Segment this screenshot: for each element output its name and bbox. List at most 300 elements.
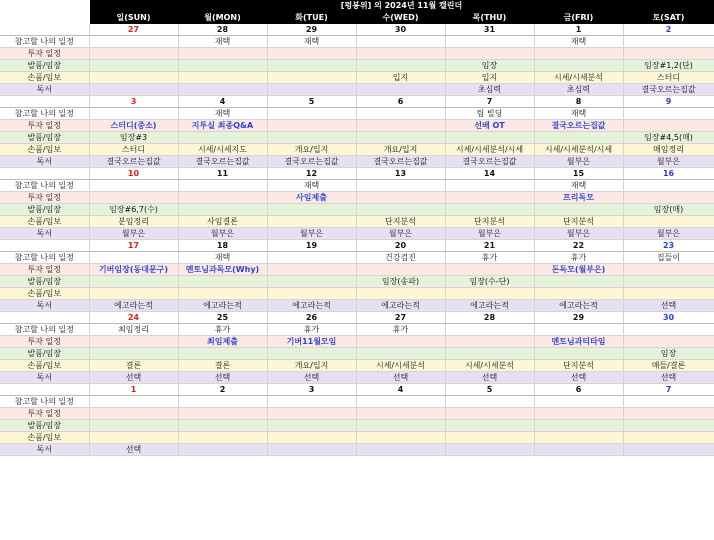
- schedule-cell[interactable]: 프리독모: [534, 192, 623, 204]
- schedule-cell[interactable]: [356, 48, 445, 60]
- schedule-cell[interactable]: [356, 396, 445, 408]
- row-label: 참고할 나의 일정: [0, 396, 89, 408]
- date-cell[interactable]: 14: [445, 168, 534, 180]
- schedule-cell[interactable]: 최임정리: [89, 324, 178, 336]
- schedule-cell[interactable]: 월부은: [623, 228, 714, 240]
- schedule-cell[interactable]: [445, 288, 534, 300]
- date-cell[interactable]: 5: [445, 384, 534, 396]
- schedule-cell[interactable]: [267, 132, 356, 144]
- schedule-cell[interactable]: [534, 324, 623, 336]
- schedule-cell[interactable]: [267, 396, 356, 408]
- schedule-cell[interactable]: [445, 36, 534, 48]
- schedule-cell[interactable]: 결국오르는집값: [534, 120, 623, 132]
- schedule-cell[interactable]: [267, 120, 356, 132]
- schedule-cell[interactable]: 초심력: [534, 84, 623, 96]
- schedule-cell[interactable]: [178, 204, 267, 216]
- row-label: 독서: [0, 156, 89, 168]
- schedule-cell[interactable]: 임장(송파): [356, 276, 445, 288]
- schedule-cell[interactable]: 에고라는적: [89, 300, 178, 312]
- date-cell[interactable]: 4: [178, 96, 267, 108]
- day-header[interactable]: 토(SAT): [623, 12, 714, 24]
- date-cell[interactable]: 27: [89, 24, 178, 36]
- date-cell[interactable]: 6: [534, 384, 623, 396]
- schedule-cell[interactable]: [623, 264, 714, 276]
- date-cell[interactable]: 28: [445, 312, 534, 324]
- schedule-cell[interactable]: 단지분석: [534, 360, 623, 372]
- date-cell[interactable]: 24: [89, 312, 178, 324]
- schedule-cell[interactable]: 기버11월모임: [267, 336, 356, 348]
- schedule-cell[interactable]: 임장(수-단): [445, 276, 534, 288]
- schedule-cell[interactable]: 임장#4,5(매): [623, 132, 714, 144]
- date-cell[interactable]: 1: [89, 384, 178, 396]
- schedule-cell[interactable]: 재택: [534, 36, 623, 48]
- schedule-cell[interactable]: 개요/입지: [267, 144, 356, 156]
- date-cell[interactable]: 2: [178, 384, 267, 396]
- schedule-cell[interactable]: [267, 84, 356, 96]
- schedule-cell[interactable]: [445, 132, 534, 144]
- schedule-cell[interactable]: [89, 420, 178, 432]
- schedule-cell[interactable]: [534, 204, 623, 216]
- week-date-row: [0, 96, 714, 108]
- row-label: 투자 일정: [0, 264, 89, 276]
- schedule-cell[interactable]: [445, 420, 534, 432]
- date-row-label: [0, 384, 89, 396]
- schedule-cell[interactable]: [445, 444, 534, 456]
- schedule-cell[interactable]: [267, 48, 356, 60]
- schedule-cell[interactable]: 지투실 최종Q&A: [178, 120, 267, 132]
- schedule-cell[interactable]: 에고라는적: [356, 300, 445, 312]
- schedule-row: [0, 108, 714, 120]
- date-cell[interactable]: 27: [356, 312, 445, 324]
- schedule-cell[interactable]: 재택: [534, 108, 623, 120]
- schedule-cell[interactable]: 사임결론: [178, 216, 267, 228]
- date-cell[interactable]: 20: [356, 240, 445, 252]
- schedule-cell[interactable]: [178, 348, 267, 360]
- week-date-row: [0, 168, 714, 180]
- date-cell[interactable]: 23: [623, 240, 714, 252]
- schedule-cell[interactable]: 매들/결론: [623, 360, 714, 372]
- week-date-row: [0, 240, 714, 252]
- schedule-cell[interactable]: [534, 276, 623, 288]
- schedule-cell[interactable]: [356, 420, 445, 432]
- schedule-cell[interactable]: [356, 408, 445, 420]
- schedule-cell[interactable]: 휴가: [356, 324, 445, 336]
- schedule-cell[interactable]: [623, 192, 714, 204]
- schedule-cell[interactable]: 결국오르는집값: [267, 156, 356, 168]
- schedule-row: [0, 120, 714, 132]
- schedule-cell[interactable]: 휴가: [445, 252, 534, 264]
- day-header[interactable]: 목(THU): [445, 12, 534, 24]
- schedule-cell[interactable]: [356, 288, 445, 300]
- schedule-cell[interactable]: [89, 60, 178, 72]
- schedule-cell[interactable]: [445, 324, 534, 336]
- date-cell[interactable]: 29: [534, 312, 623, 324]
- schedule-cell[interactable]: [267, 288, 356, 300]
- schedule-cell[interactable]: [445, 204, 534, 216]
- schedule-cell[interactable]: 에고라는적: [445, 300, 534, 312]
- date-cell[interactable]: 6: [356, 96, 445, 108]
- schedule-row: [0, 72, 714, 84]
- schedule-cell[interactable]: [623, 444, 714, 456]
- schedule-cell[interactable]: [356, 108, 445, 120]
- schedule-cell[interactable]: 결론: [178, 360, 267, 372]
- schedule-cell[interactable]: 에고라는적: [267, 300, 356, 312]
- schedule-cell[interactable]: 휴가: [534, 252, 623, 264]
- date-cell[interactable]: 30: [623, 312, 714, 324]
- day-header[interactable]: 금(FRI): [534, 12, 623, 24]
- schedule-cell[interactable]: [178, 420, 267, 432]
- schedule-cell[interactable]: [445, 396, 534, 408]
- schedule-cell[interactable]: 휴가: [267, 324, 356, 336]
- schedule-cell[interactable]: [623, 276, 714, 288]
- schedule-cell[interactable]: [178, 72, 267, 84]
- row-label: 발품/임장: [0, 276, 89, 288]
- schedule-cell[interactable]: [89, 84, 178, 96]
- schedule-cell[interactable]: 월부은: [178, 228, 267, 240]
- schedule-cell[interactable]: [267, 276, 356, 288]
- schedule-row: [0, 228, 714, 240]
- schedule-cell[interactable]: [623, 420, 714, 432]
- schedule-cell[interactable]: [267, 408, 356, 420]
- schedule-cell[interactable]: 월부은: [89, 228, 178, 240]
- date-row-label: [0, 240, 89, 252]
- schedule-cell[interactable]: 선배 OT: [445, 120, 534, 132]
- schedule-cell[interactable]: 월부은: [445, 228, 534, 240]
- schedule-cell[interactable]: [445, 408, 534, 420]
- schedule-cell[interactable]: [445, 180, 534, 192]
- schedule-cell[interactable]: [445, 432, 534, 444]
- schedule-cell[interactable]: 단지분석: [445, 216, 534, 228]
- schedule-cell[interactable]: [178, 288, 267, 300]
- schedule-cell[interactable]: [623, 180, 714, 192]
- date-cell[interactable]: 4: [356, 384, 445, 396]
- schedule-cell[interactable]: 선택: [623, 300, 714, 312]
- schedule-cell[interactable]: [356, 264, 445, 276]
- day-header[interactable]: 월(MON): [178, 12, 267, 24]
- schedule-cell[interactable]: 월부은: [623, 156, 714, 168]
- row-label: 투자 일정: [0, 408, 89, 420]
- schedule-cell[interactable]: [267, 444, 356, 456]
- row-label: 투자 일정: [0, 120, 89, 132]
- row-label: 독서: [0, 444, 89, 456]
- schedule-cell[interactable]: [89, 48, 178, 60]
- schedule-cell[interactable]: 시세/시세분석: [356, 360, 445, 372]
- schedule-cell[interactable]: [178, 408, 267, 420]
- date-cell[interactable]: 22: [534, 240, 623, 252]
- schedule-cell[interactable]: 재택: [178, 252, 267, 264]
- schedule-row: [0, 288, 714, 300]
- schedule-cell[interactable]: [356, 432, 445, 444]
- schedule-cell[interactable]: 임장: [623, 348, 714, 360]
- schedule-cell[interactable]: 최임제출: [178, 336, 267, 348]
- date-cell[interactable]: 13: [356, 168, 445, 180]
- schedule-row: [0, 420, 714, 432]
- schedule-cell[interactable]: [623, 408, 714, 420]
- schedule-cell[interactable]: [89, 36, 178, 48]
- row-label: 독서: [0, 372, 89, 384]
- schedule-cell[interactable]: [89, 180, 178, 192]
- schedule-cell[interactable]: [445, 48, 534, 60]
- schedule-cell[interactable]: 임장#3: [89, 132, 178, 144]
- schedule-cell[interactable]: [267, 348, 356, 360]
- schedule-cell[interactable]: [267, 60, 356, 72]
- schedule-cell[interactable]: [89, 252, 178, 264]
- schedule-cell[interactable]: [534, 408, 623, 420]
- date-cell[interactable]: 19: [267, 240, 356, 252]
- schedule-cell[interactable]: 입지: [445, 72, 534, 84]
- date-cell[interactable]: 11: [178, 168, 267, 180]
- date-cell[interactable]: 25: [178, 312, 267, 324]
- schedule-cell[interactable]: [178, 276, 267, 288]
- date-cell[interactable]: 7: [623, 384, 714, 396]
- schedule-cell[interactable]: [534, 288, 623, 300]
- schedule-cell[interactable]: [623, 396, 714, 408]
- schedule-cell[interactable]: [267, 264, 356, 276]
- schedule-cell[interactable]: 월부은: [534, 228, 623, 240]
- schedule-cell[interactable]: [623, 120, 714, 132]
- schedule-cell[interactable]: 선택: [89, 372, 178, 384]
- schedule-cell[interactable]: 선택: [267, 372, 356, 384]
- row-label: 참고할 나의 일정: [0, 108, 89, 120]
- schedule-cell[interactable]: 결론: [89, 360, 178, 372]
- schedule-cell[interactable]: 시세/시세분석/시세: [445, 144, 534, 156]
- schedule-cell[interactable]: 재택: [178, 108, 267, 120]
- date-cell[interactable]: 3: [267, 384, 356, 396]
- schedule-cell[interactable]: [178, 60, 267, 72]
- schedule-cell[interactable]: 집들이: [623, 252, 714, 264]
- date-cell[interactable]: 2: [623, 24, 714, 36]
- row-label: 손품/임보: [0, 72, 89, 84]
- row-label: 투자 일정: [0, 48, 89, 60]
- schedule-cell[interactable]: 분임정리: [89, 216, 178, 228]
- schedule-cell[interactable]: [356, 84, 445, 96]
- schedule-cell[interactable]: 멘토님과독모(Why): [178, 264, 267, 276]
- schedule-cell[interactable]: 멘토님과티타임: [534, 336, 623, 348]
- schedule-cell[interactable]: [623, 324, 714, 336]
- schedule-cell[interactable]: 선택: [89, 444, 178, 456]
- schedule-cell[interactable]: [534, 60, 623, 72]
- schedule-cell[interactable]: 사임제출: [267, 192, 356, 204]
- schedule-cell[interactable]: 매임정리: [623, 144, 714, 156]
- schedule-cell[interactable]: [89, 408, 178, 420]
- schedule-cell[interactable]: [178, 132, 267, 144]
- date-cell[interactable]: 16: [623, 168, 714, 180]
- schedule-cell[interactable]: [356, 348, 445, 360]
- schedule-row: [0, 192, 714, 204]
- schedule-cell[interactable]: 개요/입지: [356, 144, 445, 156]
- week-date-row: [0, 312, 714, 324]
- schedule-cell[interactable]: [623, 36, 714, 48]
- schedule-cell[interactable]: [267, 216, 356, 228]
- schedule-cell[interactable]: 재택: [267, 36, 356, 48]
- schedule-cell[interactable]: [356, 192, 445, 204]
- date-cell[interactable]: 21: [445, 240, 534, 252]
- schedule-cell[interactable]: [356, 60, 445, 72]
- schedule-cell[interactable]: [445, 264, 534, 276]
- schedule-cell[interactable]: [445, 192, 534, 204]
- schedule-cell[interactable]: [267, 72, 356, 84]
- date-cell[interactable]: 28: [178, 24, 267, 36]
- schedule-cell[interactable]: 휴가: [178, 324, 267, 336]
- schedule-cell[interactable]: [178, 444, 267, 456]
- date-cell[interactable]: 3: [89, 96, 178, 108]
- schedule-cell[interactable]: 스터디(중소): [89, 120, 178, 132]
- date-cell[interactable]: 18: [178, 240, 267, 252]
- schedule-cell[interactable]: 시세/시세분석: [445, 360, 534, 372]
- schedule-cell[interactable]: 스터디: [623, 72, 714, 84]
- schedule-cell[interactable]: [267, 252, 356, 264]
- schedule-cell[interactable]: [534, 444, 623, 456]
- schedule-cell[interactable]: [623, 432, 714, 444]
- date-cell[interactable]: 10: [89, 168, 178, 180]
- day-header[interactable]: 일(SUN): [89, 12, 178, 24]
- schedule-cell[interactable]: [89, 108, 178, 120]
- schedule-cell[interactable]: 결국오르는집값: [356, 156, 445, 168]
- schedule-row: [0, 84, 714, 96]
- schedule-cell[interactable]: [89, 348, 178, 360]
- schedule-cell[interactable]: 에고라는적: [178, 300, 267, 312]
- schedule-cell[interactable]: [534, 348, 623, 360]
- schedule-cell[interactable]: 돈독모(월부은): [534, 264, 623, 276]
- schedule-cell[interactable]: [356, 444, 445, 456]
- date-cell[interactable]: 7: [445, 96, 534, 108]
- schedule-cell[interactable]: [267, 432, 356, 444]
- schedule-cell[interactable]: 선택: [623, 372, 714, 384]
- schedule-cell[interactable]: [178, 180, 267, 192]
- schedule-cell[interactable]: 시세/시세분석: [534, 72, 623, 84]
- schedule-cell[interactable]: 재택: [534, 180, 623, 192]
- schedule-cell[interactable]: 결국오르는집값: [445, 156, 534, 168]
- schedule-cell[interactable]: 단지분석: [534, 216, 623, 228]
- schedule-cell[interactable]: [267, 204, 356, 216]
- schedule-cell[interactable]: [178, 84, 267, 96]
- schedule-cell[interactable]: 에고라는적: [534, 300, 623, 312]
- schedule-cell[interactable]: [89, 192, 178, 204]
- schedule-cell[interactable]: [356, 132, 445, 144]
- schedule-cell[interactable]: [89, 72, 178, 84]
- schedule-cell[interactable]: 월부은: [534, 156, 623, 168]
- schedule-cell[interactable]: 월부은: [267, 228, 356, 240]
- schedule-cell[interactable]: 팀 빌딩: [445, 108, 534, 120]
- row-label: 손품/임보: [0, 144, 89, 156]
- schedule-cell[interactable]: 단지분석: [356, 216, 445, 228]
- schedule-cell[interactable]: 임장#1,2(단): [623, 60, 714, 72]
- schedule-cell[interactable]: 임장#6,7(수): [89, 204, 178, 216]
- day-header[interactable]: 수(WED): [356, 12, 445, 24]
- date-cell[interactable]: 5: [267, 96, 356, 108]
- schedule-cell[interactable]: [623, 288, 714, 300]
- schedule-cell[interactable]: 선택: [534, 372, 623, 384]
- schedule-cell[interactable]: 입지: [356, 72, 445, 84]
- schedule-cell[interactable]: [178, 396, 267, 408]
- date-cell[interactable]: 31: [445, 24, 534, 36]
- schedule-cell[interactable]: [534, 420, 623, 432]
- row-label: 투자 일정: [0, 336, 89, 348]
- schedule-cell[interactable]: [623, 108, 714, 120]
- schedule-cell[interactable]: [267, 108, 356, 120]
- date-cell[interactable]: 15: [534, 168, 623, 180]
- schedule-cell[interactable]: [445, 336, 534, 348]
- schedule-cell[interactable]: [178, 48, 267, 60]
- schedule-cell[interactable]: 선택: [178, 372, 267, 384]
- schedule-cell[interactable]: [178, 432, 267, 444]
- schedule-cell[interactable]: 임장: [445, 60, 534, 72]
- schedule-cell[interactable]: [356, 180, 445, 192]
- schedule-cell[interactable]: [267, 420, 356, 432]
- schedule-cell[interactable]: [445, 348, 534, 360]
- schedule-cell[interactable]: 선택: [445, 372, 534, 384]
- schedule-cell[interactable]: 결국오르는집값: [178, 156, 267, 168]
- calendar-title: [펑봉위] 의 2024년 11월 캘린더: [89, 0, 714, 12]
- schedule-cell[interactable]: 재택: [178, 36, 267, 48]
- schedule-cell[interactable]: 결국오르는집값: [623, 84, 714, 96]
- schedule-cell[interactable]: [89, 276, 178, 288]
- date-cell[interactable]: 12: [267, 168, 356, 180]
- row-label: 발품/임장: [0, 348, 89, 360]
- schedule-row: [0, 276, 714, 288]
- schedule-cell[interactable]: 결국오르는집값: [89, 156, 178, 168]
- schedule-cell[interactable]: [356, 120, 445, 132]
- week-date-row: [0, 384, 714, 396]
- row-label: 손품/임보: [0, 432, 89, 444]
- schedule-cell[interactable]: [89, 432, 178, 444]
- schedule-cell[interactable]: [89, 396, 178, 408]
- schedule-cell[interactable]: 기버임장(동대문구): [89, 264, 178, 276]
- date-cell[interactable]: 8: [534, 96, 623, 108]
- schedule-cell[interactable]: 시세/시세분석/시세: [534, 144, 623, 156]
- schedule-row: [0, 336, 714, 348]
- row-label: 참고할 나의 일정: [0, 324, 89, 336]
- schedule-cell[interactable]: [623, 48, 714, 60]
- schedule-cell[interactable]: 월부은: [356, 228, 445, 240]
- schedule-row: [0, 372, 714, 384]
- date-cell[interactable]: 17: [89, 240, 178, 252]
- schedule-cell[interactable]: [534, 132, 623, 144]
- row-label: 참고할 나의 일정: [0, 252, 89, 264]
- day-header[interactable]: 화(TUE): [267, 12, 356, 24]
- schedule-cell[interactable]: [89, 336, 178, 348]
- schedule-cell[interactable]: 초심력: [445, 84, 534, 96]
- schedule-cell[interactable]: [356, 204, 445, 216]
- schedule-cell[interactable]: 건강검진: [356, 252, 445, 264]
- schedule-cell[interactable]: [178, 192, 267, 204]
- schedule-cell[interactable]: 시세/시세지도: [178, 144, 267, 156]
- row-label: 독서: [0, 84, 89, 96]
- date-cell[interactable]: 9: [623, 96, 714, 108]
- schedule-cell[interactable]: 개요/입지: [267, 360, 356, 372]
- date-cell[interactable]: 1: [534, 24, 623, 36]
- row-label: 손품/임보: [0, 360, 89, 372]
- date-cell[interactable]: 26: [267, 312, 356, 324]
- schedule-cell[interactable]: 임장(매): [623, 204, 714, 216]
- date-cell[interactable]: 29: [267, 24, 356, 36]
- schedule-cell[interactable]: [534, 432, 623, 444]
- schedule-cell[interactable]: [623, 216, 714, 228]
- schedule-cell[interactable]: [356, 336, 445, 348]
- schedule-cell[interactable]: [534, 396, 623, 408]
- schedule-cell[interactable]: [534, 48, 623, 60]
- date-row-label: [0, 96, 89, 108]
- schedule-cell[interactable]: 선택: [356, 372, 445, 384]
- schedule-cell[interactable]: 재택: [267, 180, 356, 192]
- schedule-row: [0, 60, 714, 72]
- schedule-cell[interactable]: [89, 288, 178, 300]
- date-row-label: [0, 168, 89, 180]
- schedule-cell[interactable]: [356, 36, 445, 48]
- schedule-cell[interactable]: [623, 336, 714, 348]
- schedule-cell[interactable]: 스터디: [89, 144, 178, 156]
- date-cell[interactable]: 30: [356, 24, 445, 36]
